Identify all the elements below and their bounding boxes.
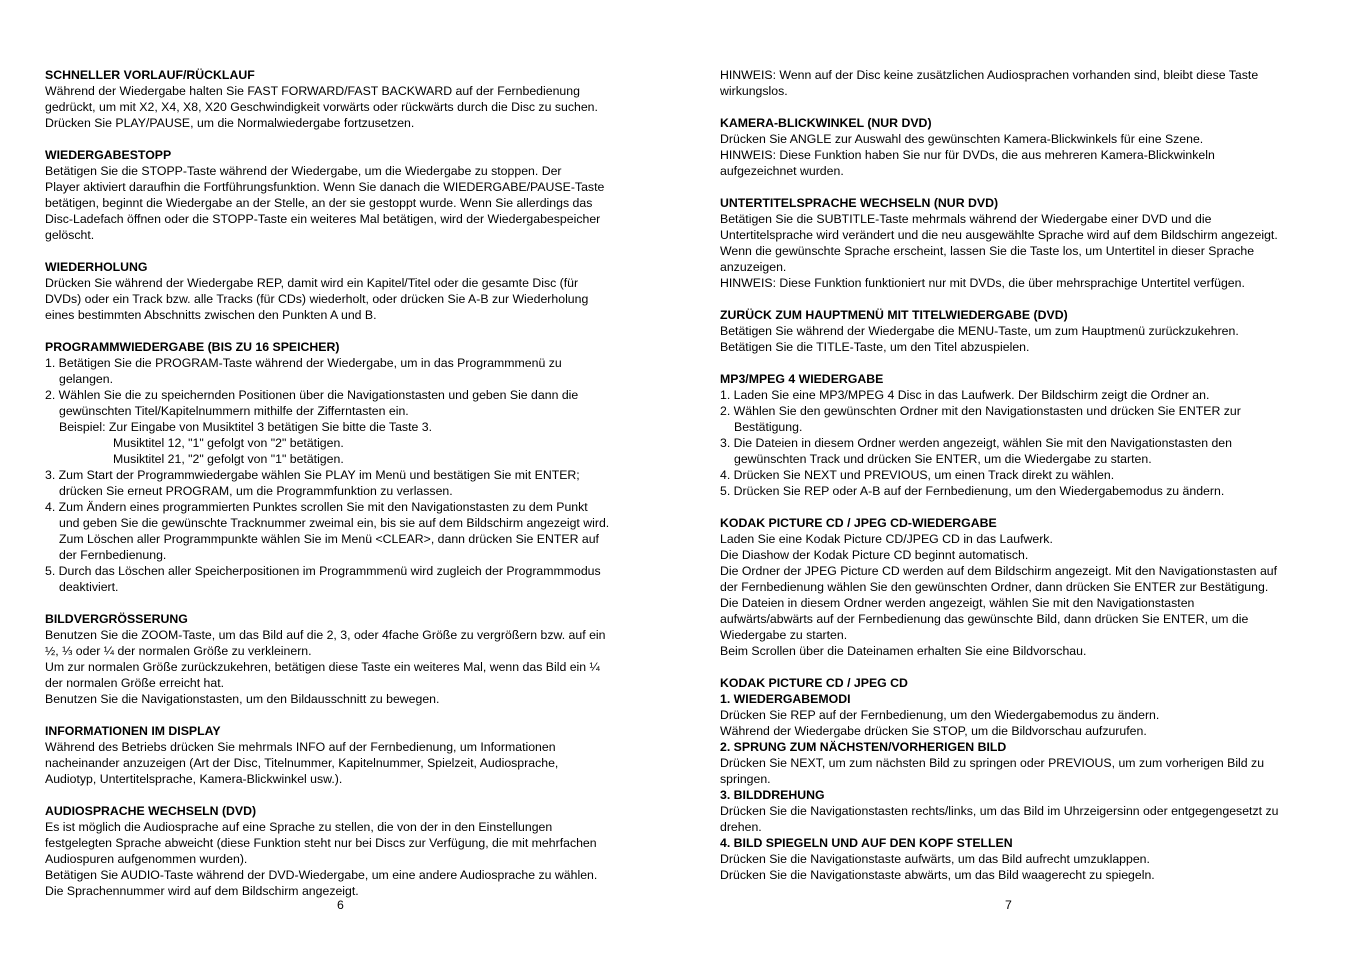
section xyxy=(45,259,635,323)
text-line: Drücken Sie ANGLE zur Auswahl des gewünschten Kamera-Blickwinkels für eine Szene. xyxy=(720,132,1204,146)
text-line: Die Diashow der Kodak Picture CD beginnt automatisch. xyxy=(720,548,1029,562)
text-line: 1. Betätigen Sie die PROGRAM-Taste während der Wiedergabe, um in das Programmmenü zu xyxy=(45,356,562,370)
left-page-column xyxy=(45,67,635,899)
text-line: Untertitelsprache wird verändert und die neu ausgewählte Sprache wird auf dem Bildschirm angezeigt. xyxy=(720,228,1278,242)
section-heading: 2. SPRUNG ZUM NÄCHSTEN/VORHERIGEN BILD xyxy=(720,740,1007,754)
text-line: 4. Zum Ändern eines programmierten Punktes scrollen Sie mit den Navigationstasten zu dem Punkt xyxy=(45,500,588,514)
section-heading: KODAK PICTURE CD / JPEG CD-WIEDERGABE xyxy=(720,516,997,530)
section-heading: SCHNELLER VORLAUF/RÜCKLAUF xyxy=(45,68,255,82)
text-line: Betätigen Sie die STOPP-Taste während der Wiedergabe, um die Wiedergabe zu stoppen. Der xyxy=(45,164,562,178)
text-line: Beispiel: Zur Eingabe von Musiktitel 3 betätigen Sie bitte die Taste 3. xyxy=(59,420,432,434)
text-line: Die Sprachennummer wird auf dem Bildschirm angezeigt. xyxy=(45,884,359,898)
text-line: wirkungslos. xyxy=(720,84,788,98)
section-heading: KODAK PICTURE CD / JPEG CD xyxy=(720,676,908,690)
text-line: Um zur normalen Größe zurückzukehren, betätigen diese Taste ein weiteres Mal, wenn das Bild ein ¼ xyxy=(45,660,600,674)
section-heading: 4. BILD SPIEGELN UND AUF DEN KOPF STELLEN xyxy=(720,836,1013,850)
text-line: anzuzeigen. xyxy=(720,260,787,274)
right-page-column xyxy=(720,67,1310,883)
text-line: Die Dateien in diesem Ordner werden angezeigt, wählen Sie mit den Navigationstasten xyxy=(720,596,1195,610)
section xyxy=(45,611,635,707)
text-line: Musiktitel 21, "2" gefolgt von "1" betätigen. xyxy=(113,452,344,466)
text-line: 3. Die Dateien in diesem Ordner werden angezeigt, wählen Sie mit den Navigationstasten den xyxy=(720,436,1232,450)
text-line: 3. Zum Start der Programmwiedergabe wählen Sie PLAY im Menü und bestätigen Sie mit ENTER; xyxy=(45,468,580,482)
section-heading: WIEDERGABESTOPP xyxy=(45,148,172,162)
section-heading: UNTERTITELSPRACHE WECHSELN (NUR DVD) xyxy=(720,196,999,210)
text-line: aufwärts/abwärts auf der Fernbedienung das gewünschte Bild, dann drücken Sie ENTER, um die xyxy=(720,612,1249,626)
section-heading: MP3/MPEG 4 WIEDERGABE xyxy=(720,372,884,386)
section xyxy=(720,515,1310,659)
text-line: Bestätigung. xyxy=(734,420,803,434)
text-line: betätigen, beginnt die Wiedergabe an der Stelle, an der sie gestoppt wurde. Wenn Sie allerdings das xyxy=(45,196,593,210)
section xyxy=(720,195,1310,291)
text-line: und geben Sie die gewünschte Tracknummer zweimal ein, bis sie auf dem Bildschirm angezeigt wird. xyxy=(59,516,610,530)
section xyxy=(45,67,635,131)
text-line: Drücken Sie NEXT, um zum nächsten Bild zu springen oder PREVIOUS, um zum vorherigen Bild zu xyxy=(720,756,1265,770)
text-line: aufgezeichnet wurden. xyxy=(720,164,844,178)
text-line: nacheinander anzuzeigen (Art der Disc, Titelnummer, Kapitelnummer, Spielzeit, Audiosprache, xyxy=(45,756,559,770)
section xyxy=(720,675,1310,883)
text-line: Wiedergabe zu starten. xyxy=(720,628,848,642)
text-line: Drücken Sie die Navigationstaste abwärts, um das Bild waagerecht zu spiegeln. xyxy=(720,868,1155,882)
text-line: eines bestimmten Abschnitts zwischen den Punkten A und B. xyxy=(45,308,377,322)
text-line: Zum Löschen aller Programmpunkte wählen Sie im Menü <CLEAR>, dann drücken Sie ENTER auf xyxy=(59,532,599,546)
text-line: gelöscht. xyxy=(45,228,95,242)
section-heading: 1. WIEDERGABEMODI xyxy=(720,692,851,706)
section xyxy=(45,723,635,787)
section xyxy=(720,67,1310,99)
text-line: Betätigen Sie AUDIO-Taste während der DVD-Wiedergabe, um eine andere Audiosprache zu wählen. xyxy=(45,868,598,882)
text-line: 2. Wählen Sie die zu speichernden Positionen über die Navigationstasten und geben Sie dann die xyxy=(45,388,579,402)
text-line: Musiktitel 12, "1" gefolgt von "2" betätigen. xyxy=(113,436,344,450)
text-line: Laden Sie eine Kodak Picture CD/JPEG CD in das Laufwerk. xyxy=(720,532,1053,546)
text-line: 2. Wählen Sie den gewünschten Ordner mit den Navigationstasten und drücken Sie ENTER zur xyxy=(720,404,1241,418)
text-line: Die Ordner der JPEG Picture CD werden auf dem Bildschirm angezeigt. Mit den Navigationstasten auf xyxy=(720,564,1278,578)
text-line: 5. Drücken Sie REP oder A-B auf der Fernbedienung, um den Wiedergabemodus zu ändern. xyxy=(720,484,1225,498)
text-line: Wenn die gewünschte Sprache erscheint, lassen Sie die Taste los, um Untertitel in dieser Sprache xyxy=(720,244,1255,258)
text-line: Betätigen Sie die SUBTITLE-Taste mehrmals während der Wiedergabe einer DVD und die xyxy=(720,212,1212,226)
text-line: gewünschten Track und drücken Sie ENTER, um die Wiedergabe zu starten. xyxy=(734,452,1152,466)
text-line: deaktiviert. xyxy=(59,580,119,594)
section xyxy=(45,147,635,243)
text-line: Betätigen Sie während der Wiedergabe die MENU-Taste, um zum Hauptmenü zurückzukehren. xyxy=(720,324,1239,338)
text-line: Während der Wiedergabe drücken Sie STOP, um die Bildvorschau aufzurufen. xyxy=(720,724,1147,738)
text-line: Audiospuren aufgenommen wurden). xyxy=(45,852,248,866)
text-line: Drücken Sie während der Wiedergabe REP, damit wird ein Kapitel/Titel oder die gesamte Disc (für xyxy=(45,276,579,290)
text-line: Drücken Sie PLAY/PAUSE, um die Normalwiedergabe fortzusetzen. xyxy=(45,116,415,130)
section xyxy=(45,803,635,899)
text-line: Audiotyp, Untertitelsprache, Kamera-Blickwinkel usw.). xyxy=(45,772,343,786)
text-line: gelangen. xyxy=(59,372,114,386)
text-line: Während der Wiedergabe halten Sie FAST FORWARD/FAST BACKWARD auf der Fernbedienung xyxy=(45,84,580,98)
section-heading: ZURÜCK ZUM HAUPTMENÜ MIT TITELWIEDERGABE (DVD) xyxy=(720,308,1068,322)
section-heading: PROGRAMMWIEDERGABE (BIS ZU 16 SPEICHER) xyxy=(45,340,340,354)
section xyxy=(45,339,635,595)
text-line: springen. xyxy=(720,772,771,786)
page-number-right: 7 xyxy=(1005,898,1012,912)
text-line: Beim Scrollen über die Dateinamen erhalten Sie eine Bildvorschau. xyxy=(720,644,1087,658)
text-line: ½, ⅓ oder ¼ der normalen Größe zu verkleinern. xyxy=(45,644,312,658)
text-line: Benutzen Sie die ZOOM-Taste, um das Bild auf die 2, 3, oder 4fache Größe zu vergrößern bzw. auf ein xyxy=(45,628,606,642)
text-line: Benutzen Sie die Navigationstasten, um den Bildausschnitt zu bewegen. xyxy=(45,692,440,706)
text-line: gewünschten Titel/Kapitelnummern mithilfe der Zifferntasten ein. xyxy=(59,404,409,418)
text-line: Disc-Ladefach öffnen oder die STOPP-Taste ein weiteres Mal betätigen, wird der Wiedergabespeicher xyxy=(45,212,601,226)
section xyxy=(720,115,1310,179)
text-line: Drücken Sie die Navigationstasten rechts/links, um das Bild im Uhrzeigersinn oder entgegengesetzt zu xyxy=(720,804,1279,818)
text-line: Es ist möglich die Audiosprache auf eine Sprache zu stellen, die von der in den Einstellungen xyxy=(45,820,553,834)
text-line: HINWEIS: Wenn auf der Disc keine zusätzlichen Audiosprachen vorhanden sind, bleibt diese Taste xyxy=(720,68,1259,82)
text-line: Während des Betriebs drücken Sie mehrmals INFO auf der Fernbedienung, um Informationen xyxy=(45,740,556,754)
text-line: Drücken Sie die Navigationstaste aufwärts, um das Bild aufrecht umzuklappen. xyxy=(720,852,1150,866)
text-line: festgelegten Sprache abweicht (diese Funktion steht nur bei Discs zur Verfügung, die mit mehrfachen xyxy=(45,836,597,850)
section-heading: BILDVERGRÖSSERUNG xyxy=(45,612,188,626)
page-number-left: 6 xyxy=(337,898,344,912)
section-heading: INFORMATIONEN IM DISPLAY xyxy=(45,724,221,738)
section xyxy=(720,371,1310,499)
text-line: 4. Drücken Sie NEXT und PREVIOUS, um einen Track direkt zu wählen. xyxy=(720,468,1115,482)
text-line: gedrückt, um mit X2, X4, X8, X20 Geschwindigkeit vorwärts oder rückwärts durch die Disc zu suchen. xyxy=(45,100,598,114)
section-heading: WIEDERHOLUNG xyxy=(45,260,148,274)
text-line: Betätigen Sie die TITLE-Taste, um den Titel abzuspielen. xyxy=(720,340,1030,354)
section-heading: 3. BILDDREHUNG xyxy=(720,788,825,802)
text-line: der Fernbedienung wählen Sie den gewünschten Ordner, dann drücken Sie ENTER zur Bestätigung. xyxy=(720,580,1269,594)
text-line: der Fernbedienung. xyxy=(59,548,167,562)
section-heading: AUDIOSPRACHE WECHSELN (DVD) xyxy=(45,804,257,818)
section xyxy=(720,307,1310,355)
section-heading: KAMERA-BLICKWINKEL (NUR DVD) xyxy=(720,116,932,130)
text-line: 5. Durch das Löschen aller Speicherpositionen im Programmmenü wird zugleich der Programmmodus xyxy=(45,564,601,578)
text-line: drehen. xyxy=(720,820,762,834)
text-line: Drücken Sie REP auf der Fernbedienung, um den Wiedergabemodus zu ändern. xyxy=(720,708,1160,722)
text-line: 1. Laden Sie eine MP3/MPEG 4 Disc in das Laufwerk. Der Bildschirm zeigt die Ordner an. xyxy=(720,388,1210,402)
text-line: DVDs) oder ein Track bzw. alle Tracks (für CDs) wiederholt, oder drücken Sie A-B zur Wiederholung xyxy=(45,292,589,306)
text-line: drücken Sie erneut PROGRAM, um die Programmfunktion zu verlassen. xyxy=(59,484,453,498)
text-line: HINWEIS: Diese Funktion haben Sie nur für DVDs, die aus mehreren Kamera-Blickwinkeln xyxy=(720,148,1215,162)
text-line: HINWEIS: Diese Funktion funktioniert nur mit DVDs, die über mehrsprachige Untertitel verfügen. xyxy=(720,276,1245,290)
text-line: der normalen Größe erreicht hat. xyxy=(45,676,225,690)
text-line: Player aktiviert daraufhin die Fortführungsfunktion. Wenn Sie danach die WIEDERGABE/PAUSE-Taste xyxy=(45,180,605,194)
